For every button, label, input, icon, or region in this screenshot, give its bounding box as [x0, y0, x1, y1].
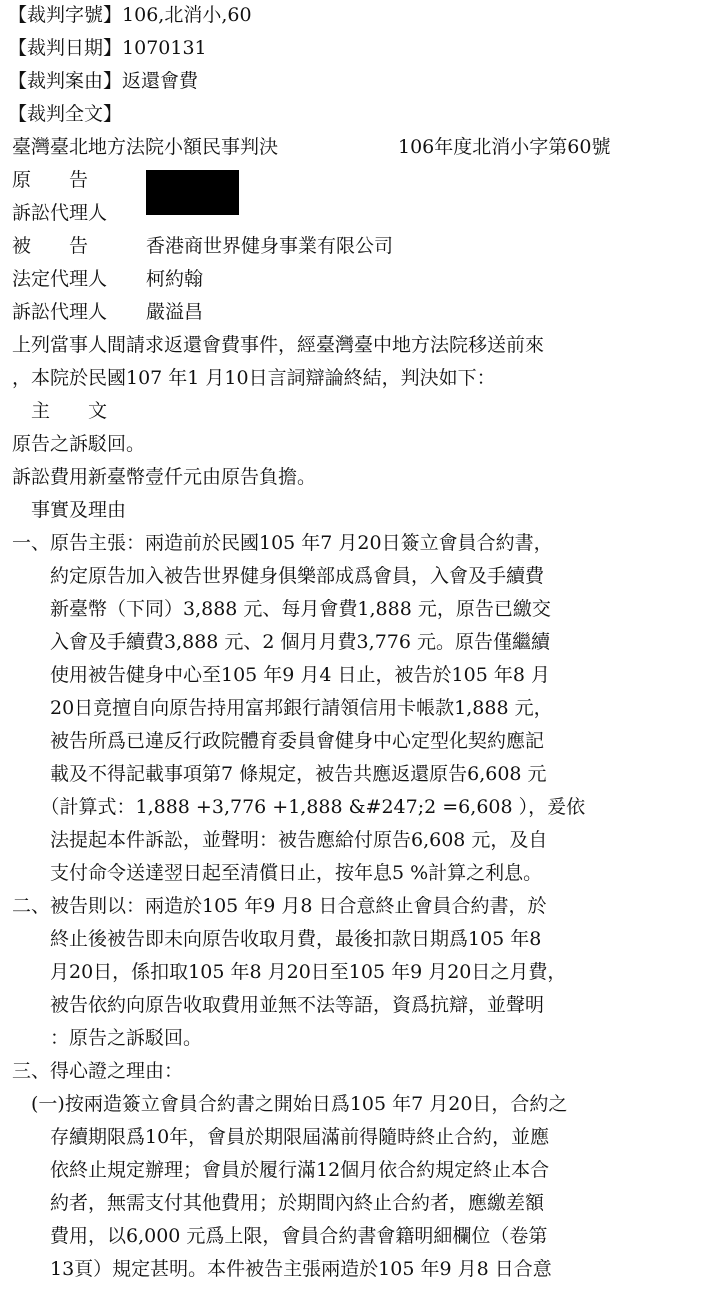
party-role-plaintiff: 原 告: [12, 169, 89, 191]
judgment-date: 1070131: [122, 37, 207, 59]
case-cause-label: 【裁判案由】: [8, 70, 123, 92]
fulltext-label: 【裁判全文】: [8, 103, 123, 125]
body-line: 約者，無需支付其他費用；於期間內終止合約者，應繳差額: [12, 1192, 545, 1214]
body-line: ：原告之訴駁回。: [12, 1027, 203, 1049]
body-line: 一、原告主張：兩造前於民國105 年7 月20日簽立會員合約書，: [12, 532, 553, 554]
docket-number: 106年度北消小字第60號: [398, 136, 611, 158]
body-line: 使用被告健身中心至105 年9 月4 日止，被告於105 年8 月: [12, 664, 550, 686]
body-line: 被告依約向原告收取費用並無不法等語，資爲抗辯，並聲明: [12, 994, 545, 1016]
body-line: 月20日，係扣取105 年8 月20日至105 年9 月20日之月費，: [12, 961, 567, 983]
party-name-defendant-agent: 嚴溢昌: [146, 301, 204, 323]
body-line: 20日竟擅自向原告持用富邦銀行請領信用卡帳款1,888 元，: [12, 697, 553, 719]
facts-reasons-heading: 事實及理由: [12, 499, 127, 521]
body-line: 依終止規定辦理；會員於履行滿12個月依合約規定終止本合: [12, 1159, 550, 1181]
body-line: ，本院於民國107 年1 月10日言詞辯論終結，判決如下：: [12, 367, 496, 389]
main-text-heading: 主 文: [12, 400, 108, 422]
body-line: 被告所爲已違反行政院體育委員會健身中心定型化契約應記: [12, 730, 545, 752]
judgment-date-row: [8, 36, 207, 60]
body-line: （計算式：1,888 +3,776 +1,888 &#247;2 =6,608 ），爰依: [12, 796, 586, 818]
case-number: 106,北消小,60: [122, 4, 252, 26]
body-line: 入會及手續費3,888 元、2 個月月費3,776 元。原告僅繼續: [12, 631, 550, 653]
body-line: 費用，以6,000 元爲上限，會員合約書會籍明細欄位（卷第: [12, 1225, 548, 1247]
party-name-defendant: 香港商世界健身事業有限公司: [146, 235, 394, 257]
body-line: 支付命令送達翌日起至清償日止，按年息5 %計算之利息。: [12, 862, 543, 884]
body-line: 二、被告則以：兩造於105 年9 月8 日合意終止會員合約書，於: [12, 895, 547, 917]
body-line: 13頁）規定甚明。本件被告主張兩造於105 年9 月8 日合意: [12, 1258, 552, 1280]
case-cause: 返還會費: [122, 70, 199, 92]
case-cause-row: [8, 69, 198, 93]
case-number-row: [8, 3, 252, 27]
court-name: 臺灣臺北地方法院小額民事判決: [12, 136, 279, 158]
party-role-legal-rep: 法定代理人: [12, 268, 108, 290]
body-line: 三、得心證之理由：: [12, 1060, 184, 1082]
redaction-box: [146, 170, 239, 215]
body-line: 法提起本件訴訟，並聲明：被告應給付原告6,608 元，及自: [12, 829, 548, 851]
body-line: (一)按兩造簽立會員合約書之開始日爲105 年7 月20日，合約之: [12, 1093, 568, 1115]
body-line: 原告之訴駁回。: [12, 433, 146, 455]
judgment-date-label: 【裁判日期】: [8, 37, 123, 59]
body-line: 訴訟費用新臺幣壹仟元由原告負擔。: [12, 466, 317, 488]
party-role-defendant: 被 告: [12, 235, 89, 257]
party-role-plaintiff-agent: 訴訟代理人: [12, 202, 108, 224]
body-line: 上列當事人間請求返還會費事件，經臺灣臺中地方法院移送前來: [12, 334, 545, 356]
party-name-legal-rep: 柯約翰: [146, 268, 204, 290]
body-line: 載及不得記載事項第7 條規定，被告共應返還原告6,608 元: [12, 763, 547, 785]
body-line: 終止後被告即未向原告收取月費，最後扣款日期爲105 年8: [12, 928, 542, 950]
body-line: 存續期限爲10年，會員於期限屆滿前得隨時終止合約，並應: [12, 1126, 550, 1148]
body-line: 新臺幣（下同）3,888 元、每月會費1,888 元，原告已繳交: [12, 598, 551, 620]
body-line: 約定原告加入被告世界健身俱樂部成爲會員，入會及手續費: [12, 565, 545, 587]
party-role-defendant-agent: 訴訟代理人: [12, 301, 108, 323]
case-number-label: 【裁判字號】: [8, 4, 123, 26]
